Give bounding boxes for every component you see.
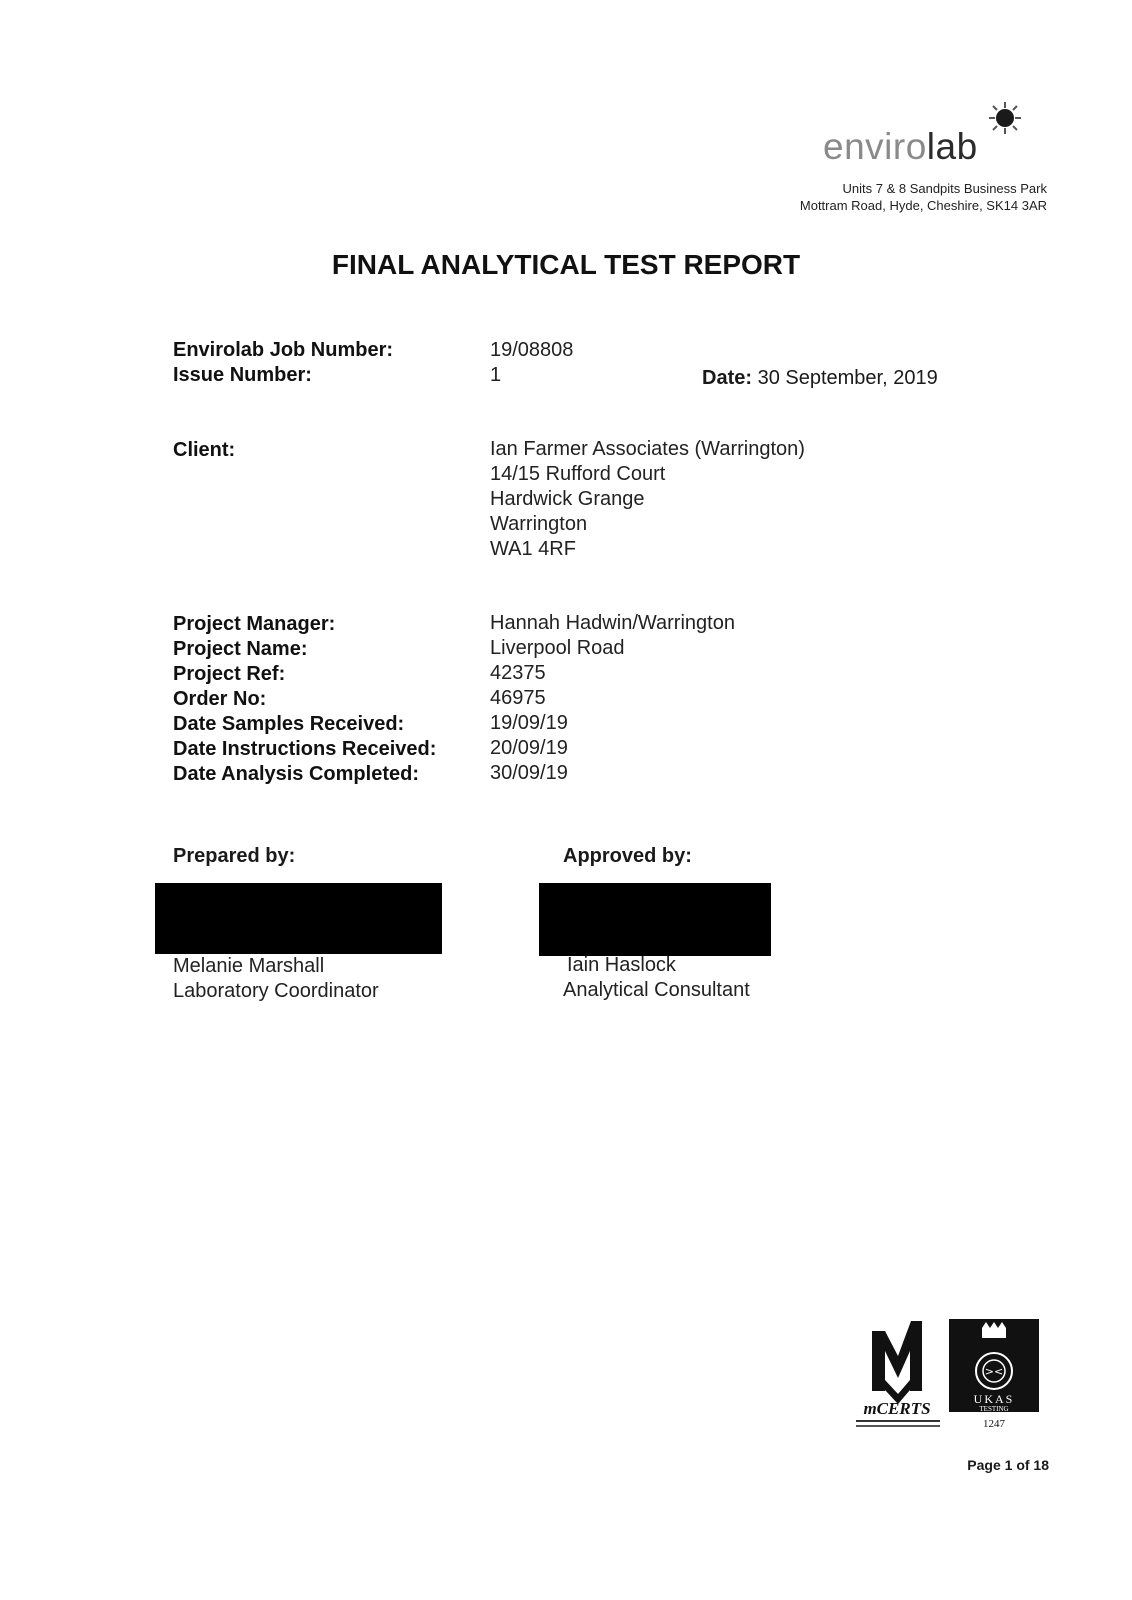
project-manager-value: Hannah Hadwin/Warrington — [490, 612, 735, 634]
project-manager-label: Project Manager: — [173, 613, 336, 635]
project-ref-value: 42375 — [490, 662, 546, 684]
approved-by-role: Analytical Consultant — [563, 979, 750, 1001]
date-instructions-received-value: 20/09/19 — [490, 737, 568, 759]
client-line: 14/15 Rufford Court — [490, 463, 666, 485]
date-instructions-received-label: Date Instructions Received: — [173, 738, 437, 760]
date-samples-received-value: 19/09/19 — [490, 712, 568, 734]
order-no-value: 46975 — [490, 687, 546, 709]
prepared-by-name: Melanie Marshall — [173, 955, 325, 977]
redacted-signature-prepared — [155, 883, 442, 954]
envirolab-logo — [823, 128, 978, 165]
job-number-value: 19/08808 — [490, 339, 574, 361]
logo-part-lab: lab — [926, 126, 978, 167]
prepared-by-label: Prepared by: — [173, 845, 296, 867]
address-line-2: Mottram Road, Hyde, Cheshire, SK14 3AR — [799, 198, 1047, 213]
approved-by-label: Approved by: — [563, 845, 692, 867]
approved-by-name: Iain Haslock — [567, 954, 676, 976]
ukas-logo — [949, 1319, 1039, 1430]
issue-number-label: Issue Number: — [173, 364, 312, 386]
company-address — [800, 180, 1047, 214]
svg-text:><: >< — [984, 1365, 1004, 1378]
prepared-by-role: Laboratory Coordinator — [173, 980, 379, 1002]
address-line-1: Units 7 & 8 Sandpits Business Park — [842, 181, 1047, 196]
page-number: Page 1 of 18 — [967, 1457, 1049, 1473]
date-analysis-completed-label: Date Analysis Completed: — [173, 763, 419, 785]
ukas-number: 1247 — [983, 1418, 1005, 1430]
accreditation-logos — [852, 1316, 1062, 1446]
mcerts-logo — [856, 1321, 940, 1427]
ukas-testing-text: TESTING — [979, 1405, 1009, 1413]
envirolab-logo-icon — [987, 100, 1023, 136]
job-number-label: Envirolab Job Number: — [173, 339, 394, 361]
date-analysis-completed-value: 30/09/19 — [490, 762, 568, 784]
issue-number-value: 1 — [490, 364, 502, 386]
crown-icon — [982, 1322, 1006, 1338]
project-ref-label: Project Ref: — [173, 663, 286, 685]
order-no-label: Order No: — [173, 688, 267, 710]
ukas-text: UKAS — [973, 1392, 1015, 1406]
client-line: Warrington — [490, 513, 588, 535]
date-samples-received-label: Date Samples Received: — [173, 713, 405, 735]
report-title: FINAL ANALYTICAL TEST REPORT — [331, 249, 801, 280]
client-label: Client: — [173, 439, 236, 461]
project-name-value: Liverpool Road — [490, 637, 625, 659]
client-line: Hardwick Grange — [490, 488, 645, 510]
date-label: Date: — [702, 367, 753, 389]
mcerts-text: mCERTS — [863, 1399, 931, 1418]
date-value: 30 September, 2019 — [757, 367, 938, 389]
client-line: WA1 4RF — [490, 538, 576, 560]
logo-part-enviro: enviro — [823, 126, 927, 167]
client-line: Ian Farmer Associates (Warrington) — [490, 438, 805, 460]
project-name-label: Project Name: — [173, 638, 308, 660]
report-date — [702, 366, 938, 391]
redacted-signature-approved — [539, 883, 771, 956]
